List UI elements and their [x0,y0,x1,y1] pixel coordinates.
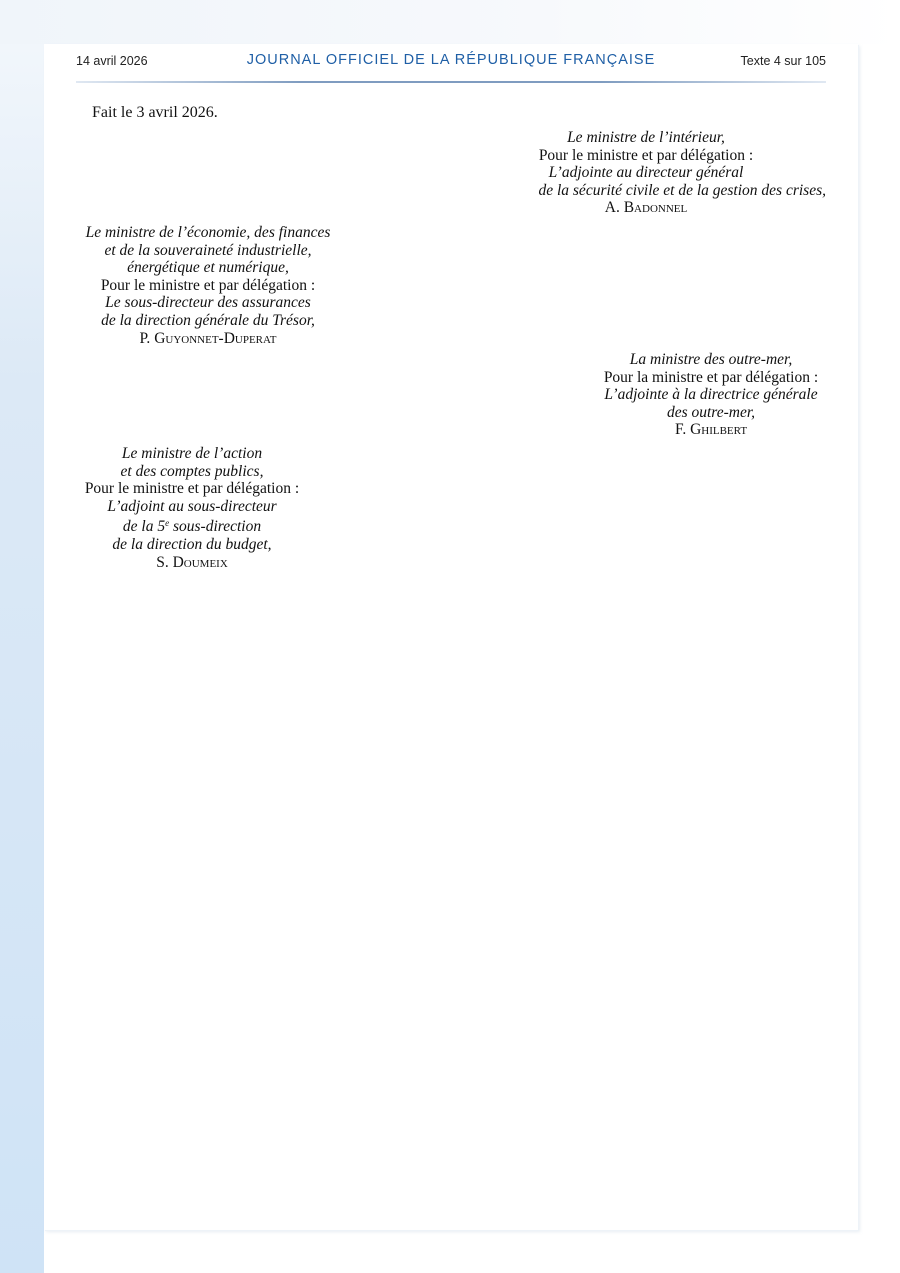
sig-comptes-line5-pre: de la 5 [122,518,166,536]
sig-economie-line6: de la direction générale du Trésor, [101,311,315,329]
document-page [44,44,858,1230]
left-margin-band [0,0,44,1273]
sig-comptes-line5-post: sous-direction [169,518,262,536]
sig-interieur-line1: Le ministre de l’intérieur, [567,129,725,146]
top-margin-band [0,0,900,44]
sig-comptes-signatory [70,554,314,572]
sig-economie-signatory [70,330,346,348]
sig-economie-line2: et de la souveraineté industrielle, [104,241,312,259]
sig-interieur-line4: de la sécurité civile et de la gestion des crises, [538,181,826,199]
sig-outremer-line2: Pour la ministre et par délégation : [603,368,819,386]
page-header [76,51,826,73]
sig-comptes-line6: de la direction du budget, [112,535,272,553]
sig-outremer-line3: L’adjointe à la directrice générale [604,386,818,404]
sig-interieur-signatory [406,199,826,217]
journal-title: JOURNAL OFFICIEL DE LA RÉPUBLIQUE FRANÇAISE [246,52,656,68]
signature-comptes-publics [70,445,314,571]
sig-interieur-line3: L’adjointe au directeur général [548,164,744,182]
signature-outremer [588,351,834,439]
sig-economie-line4: Pour le ministre et par délégation : [100,276,316,294]
sig-outremer-line4: des outre-mer, [666,403,756,421]
sig-outremer-line1: La ministre des outre-mer, [629,351,793,368]
sig-comptes-line5 [70,515,314,536]
sig-comptes-line2: et des comptes publics, [120,462,264,480]
sig-comptes-initial: S. [156,553,173,571]
sig-comptes-line4: L’adjoint au sous-directeur [107,497,277,515]
sig-comptes-line1: Le ministre de l’action [121,445,263,462]
sig-comptes-line3: Pour le ministre et par délégation : [84,480,300,498]
page-reference: Texte 4 sur 105 [740,54,826,68]
sig-interieur-name: Badonnel [623,199,688,217]
sig-economie-line3: énergétique et numérique, [127,259,289,277]
sig-outremer-name: Ghilbert [690,421,748,439]
sig-outremer-initial: F. [674,421,691,439]
header-date: 14 avril 2026 [76,54,148,68]
sig-economie-line5: Le sous-directeur des assurances [105,294,311,312]
sig-outremer-signatory [588,421,834,439]
sig-economie-line1: Le ministre de l’économie, des finances [85,224,331,241]
sig-interieur-line2: Pour le ministre et par délégation : [538,146,754,164]
sig-interieur-initial: A. [604,199,624,217]
fait-le-date: Fait le 3 avril 2026. [92,104,218,121]
sig-economie-initial: P. [139,329,155,347]
sig-comptes-name: Doumeix [172,553,228,571]
sig-comptes-line5-sup: e [165,518,170,529]
sig-economie-name: Guyonnet-Duperat [154,329,277,347]
header-rule [76,81,826,83]
signature-interieur [406,129,826,217]
signature-economie [70,224,346,347]
